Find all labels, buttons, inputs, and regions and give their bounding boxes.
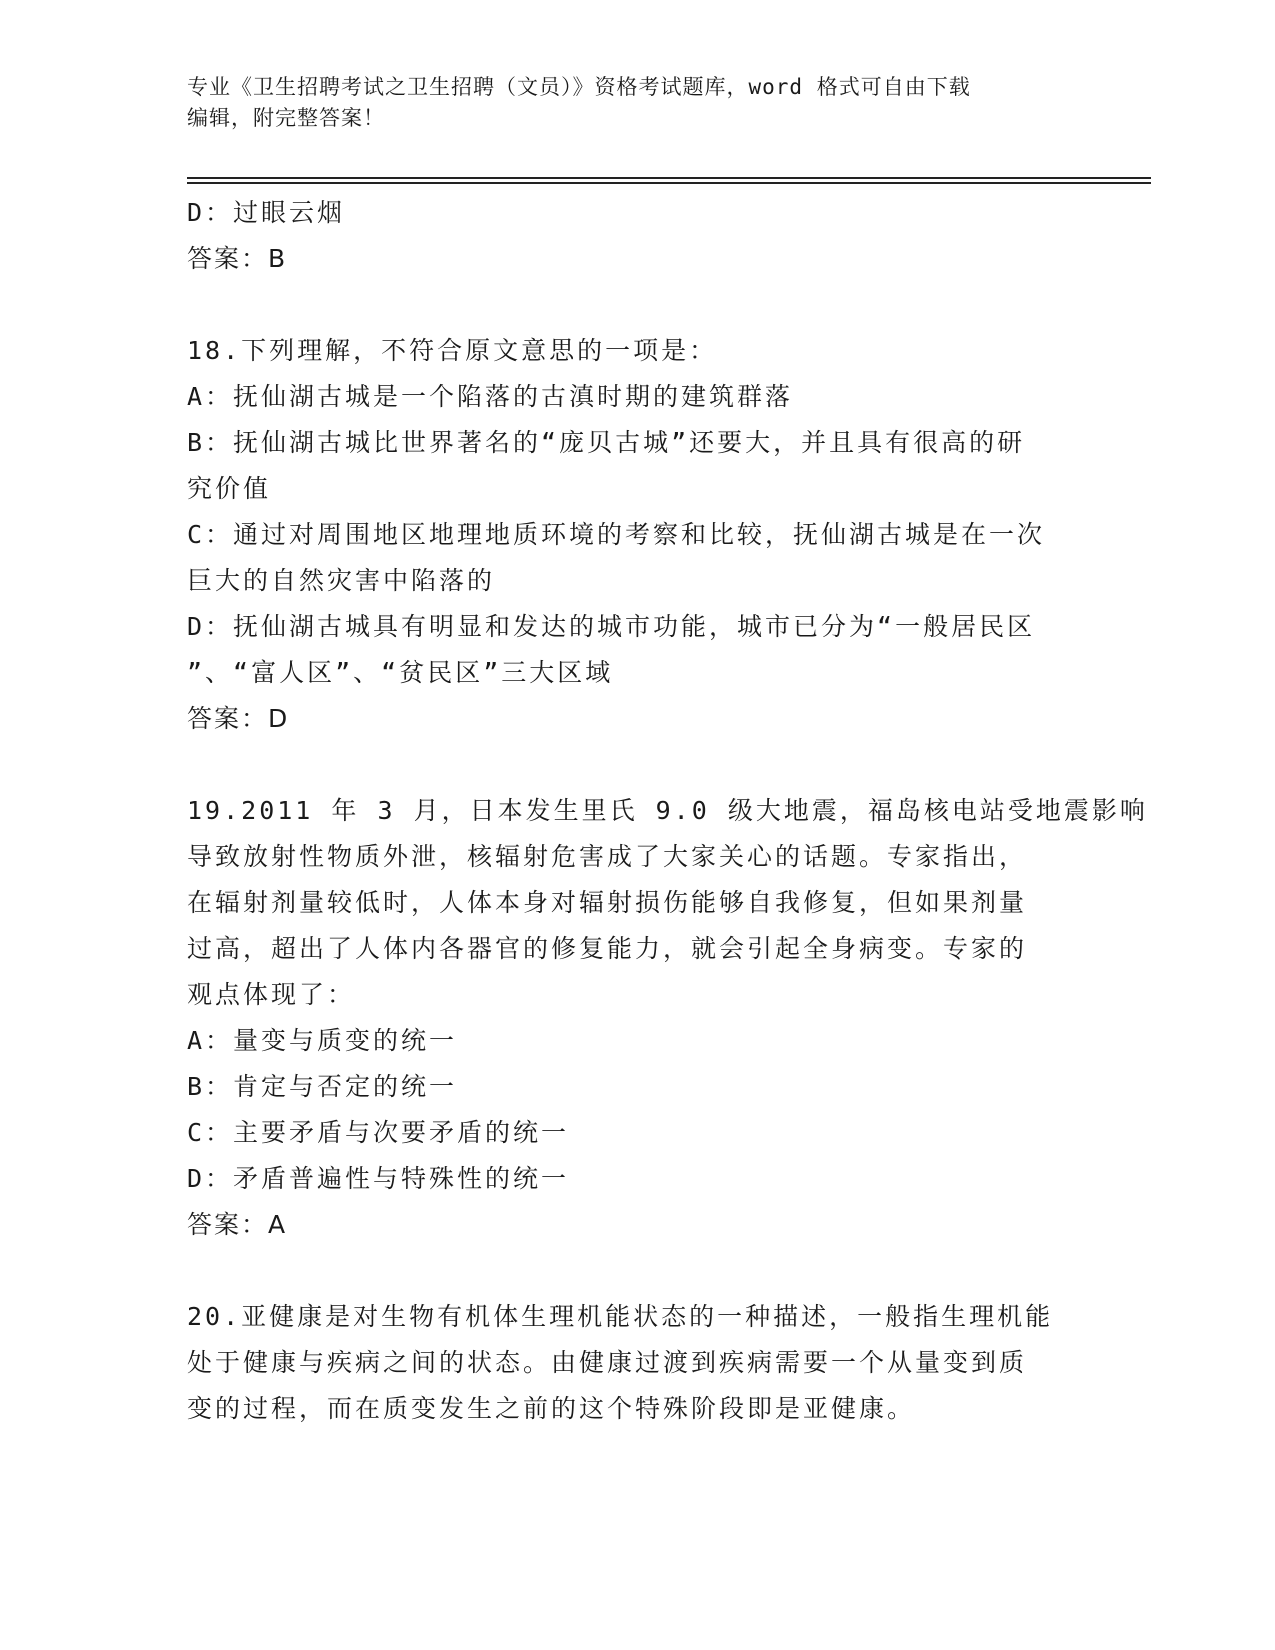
header-rule-top — [187, 177, 1151, 179]
q17-option-d: D：过眼云烟 — [187, 198, 346, 227]
q18-option-b-line1: B：抚仙湖古城比世界著名的“庞贝古城”还要大，并且具有很高的研 — [187, 428, 1026, 457]
q19-stem-line3: 在辐射剂量较低时，人体本身对辐射损伤能够自我修复，但如果剂量 — [187, 888, 1028, 917]
document-body — [187, 190, 1148, 1432]
q19-stem-line1: 19.2011 年 3 月，日本发生里氏 9.0 级大地震，福岛核电站受地震影响 — [187, 796, 1148, 825]
header-line-2: 编辑，附完整答案！ — [187, 106, 385, 130]
question-20 — [187, 1294, 1087, 1432]
q19-stem-line4: 过高，超出了人体内各器官的修复能力，就会引起全身病变。专家的 — [187, 934, 1028, 963]
header-rule-bottom — [187, 182, 1151, 184]
q18-option-c-line2: 巨大的自然灾害中陷落的 — [187, 566, 496, 595]
spacer — [187, 742, 1087, 788]
question-18 — [187, 328, 1087, 742]
spacer — [187, 1248, 1087, 1294]
q20-stem-line2: 处于健康与疾病之间的状态。由健康过渡到疾病需要一个从量变到质 — [187, 1348, 1028, 1377]
q19-stem-line2: 导致放射性物质外泄，核辐射危害成了大家关心的话题。专家指出， — [187, 842, 1028, 871]
q18-option-b-line2: 究价值 — [187, 474, 272, 503]
q19-option-c: C：主要矛盾与次要矛盾的统一 — [187, 1118, 570, 1147]
q19-answer: 答案：A — [187, 1210, 288, 1239]
header-line-1: 专业《卫生招聘考试之卫生招聘（文员）》资格考试题库，word 格式可自由下载 — [187, 75, 971, 99]
q17-answer: 答案：B — [187, 244, 288, 273]
page-header — [187, 72, 1067, 134]
q20-stem-line3: 变的过程，而在质变发生之前的这个特殊阶段即是亚健康。 — [187, 1394, 916, 1423]
q18-option-c-line1: C：通过对周围地区地理地质环境的考察和比较，抚仙湖古城是在一次 — [187, 520, 1046, 549]
q20-stem-line1: 20.亚健康是对生物有机体生理机能状态的一种描述，一般指生理机能 — [187, 1302, 1054, 1331]
question-17-tail — [187, 190, 1087, 282]
q18-stem: 18.下列理解，不符合原文意思的一项是： — [187, 336, 718, 365]
q18-option-d-line2: ”、“富人区”、“贫民区”三大区域 — [187, 658, 614, 687]
q18-answer: 答案：D — [187, 704, 290, 733]
spacer — [187, 282, 1087, 328]
q19-option-d: D：矛盾普遍性与特殊性的统一 — [187, 1164, 570, 1193]
q19-option-a: A：量变与质变的统一 — [187, 1026, 458, 1055]
q18-option-d-line1: D：抚仙湖古城具有明显和发达的城市功能，城市已分为“一般居民区 — [187, 612, 1036, 641]
q19-option-b: B：肯定与否定的统一 — [187, 1072, 458, 1101]
q19-stem-line5: 观点体现了： — [187, 980, 356, 1009]
q18-option-a: A：抚仙湖古城是一个陷落的古滇时期的建筑群落 — [187, 382, 794, 411]
question-19 — [187, 788, 1148, 1248]
